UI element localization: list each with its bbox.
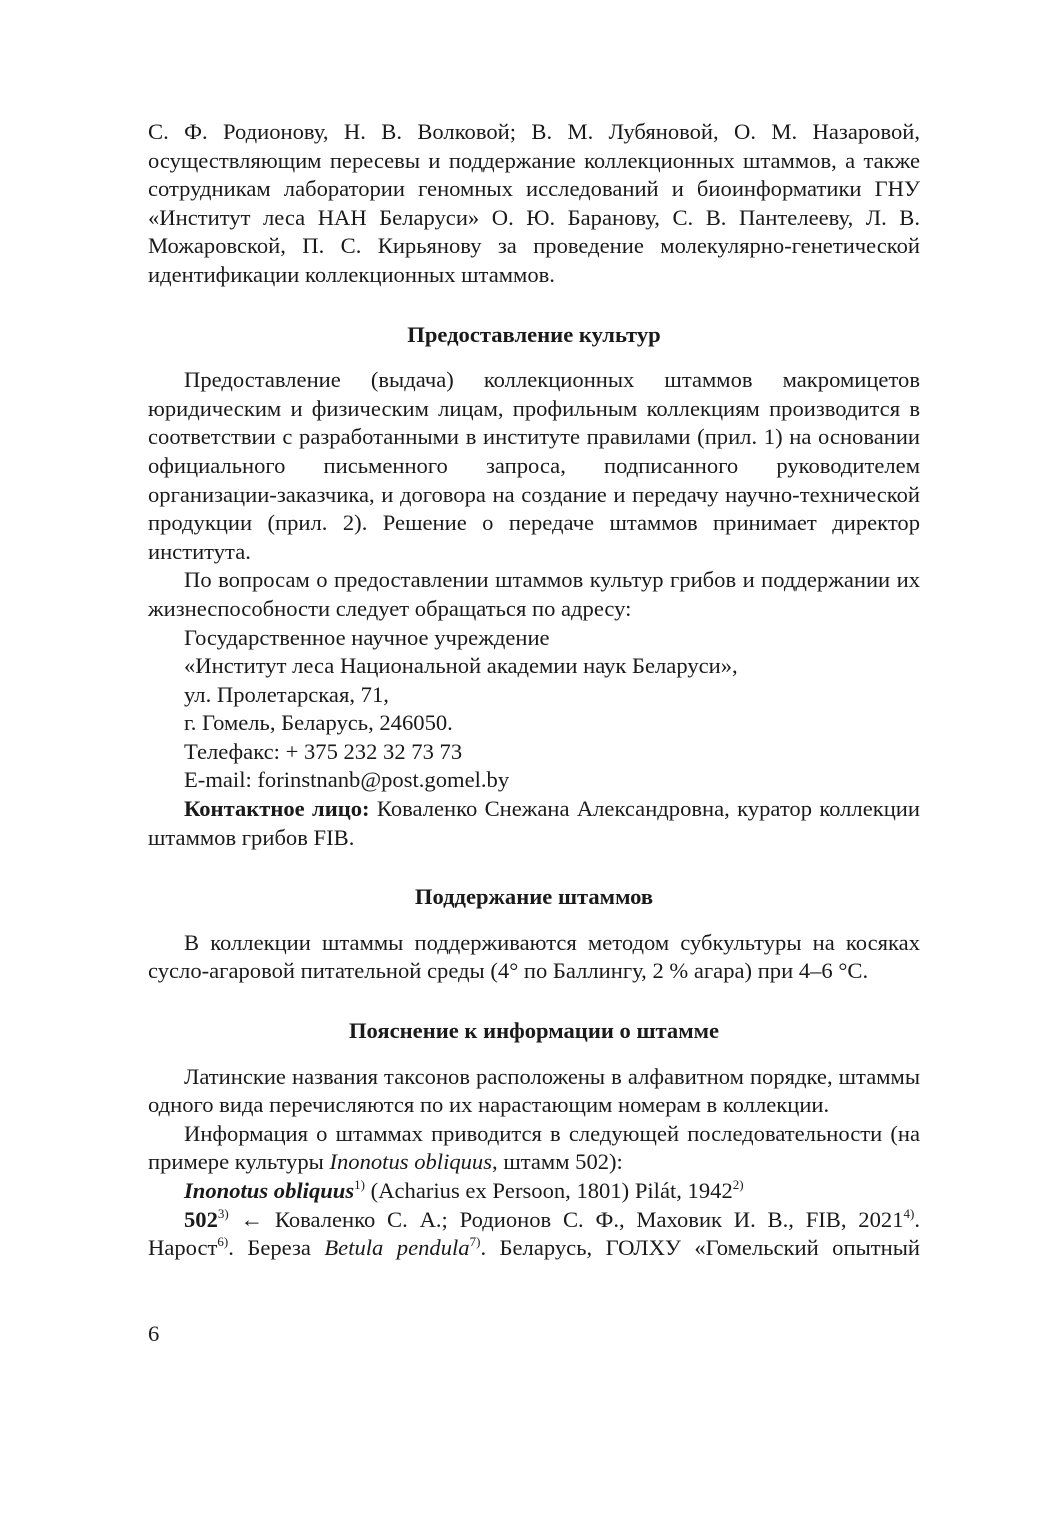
explanation-text-b: , штамм 502): <box>492 1149 623 1175</box>
strain-number: 502 <box>184 1206 218 1232</box>
footnote-mark-7: 7) <box>469 1234 481 1250</box>
example-species: Inonotus obliquus <box>184 1178 355 1203</box>
contact-label: Контактное лицо: <box>184 796 370 822</box>
page-number: 6 <box>148 1321 160 1346</box>
heading-explanation: Пояснение к информации о штамме <box>348 1018 720 1044</box>
footnote-mark-3: 3) <box>217 1205 229 1221</box>
explanation-text-a: Информация о штаммах приводится в следующей последовательности (на примере культуры <box>148 1120 920 1175</box>
address-line-3: ул. Пролетарская, 71, <box>184 681 389 707</box>
species-name: Inonotus obliquus <box>329 1149 493 1175</box>
explanation-paragraph-2 <box>148 1120 920 1177</box>
provision-paragraph-1: Предоставление (выдача) коллекционных штаммов макромицетов юридическим и физическим лицам, профильным коллекциям производится в соответствии с разработанными в институте правилами (прил. 1) на основании официального письменного запроса, подписанного руководителем организации-заказчика, и договора на создание и передачу научно-технической продукции (прил. 2). Решение о передаче штаммов принимает директор института. <box>148 367 920 564</box>
email-line: E-mail: forinstnanb@post.gomel.by <box>184 767 510 793</box>
example-location: . Беларусь, ГОЛХУ «Гомельский опытный <box>480 1235 920 1261</box>
example-author: (Acharius ex Persoon, 1801) Pilát, 1942 <box>365 1178 733 1203</box>
example-substrate: . Нарост <box>148 1206 920 1261</box>
example-host-label: . Береза <box>228 1235 325 1261</box>
explanation-paragraph-1: Латинские названия таксонов расположены в алфавитном порядке, штаммы одного вида перечисляются по их нарастающим номерам в коллекции. <box>148 1063 920 1118</box>
telefax-line: Телефакс: + 375 232 32 73 73 <box>184 738 463 764</box>
footnote-mark-2: 2) <box>732 1177 744 1192</box>
contact-paragraph <box>148 795 920 852</box>
address-line-1: Государственное научное учреждение <box>184 624 550 650</box>
maintenance-paragraph: В коллекции штаммы поддерживаются методом субкультуры на косяках сусло-агаровой питательной среды (4° по Баллингу, 2 % агара) при 4–6 °С. <box>148 929 920 984</box>
intro-paragraph: С. Ф. Родионову, Н. В. Волковой; В. М. Лубяновой, О. М. Назаровой, осуществляющим пересевы и поддержание коллекционных штаммов, а также сотрудникам лаборатории геномных исследований и биоинформатики ГНУ «Институт леса НАН Беларуси» О. Ю. Баранову, С. В. Пантелееву, Л. В. Можаровской, П. С. Кирьянову за проведение молекулярно-генетической идентификации коллекционных штаммов. <box>148 119 920 287</box>
host-plant-name: Betula pendula <box>324 1235 470 1261</box>
heading-provision: Предоставление культур <box>407 321 661 347</box>
example-line-2 <box>148 1206 920 1263</box>
page-body <box>148 118 920 1263</box>
footnote-mark-4: 4) <box>903 1205 915 1221</box>
example-origin: ← Коваленко С. А.; Родионов С. Ф., Маховик И. В., FIB, 2021 <box>228 1206 904 1232</box>
heading-maintenance: Поддержание штаммов <box>414 884 654 910</box>
address-line-4: г. Гомель, Беларусь, 246050. <box>184 710 453 736</box>
address-line-2: «Институт леса Национальной академии наук Беларуси», <box>184 653 738 679</box>
example-line-1 <box>148 1177 920 1206</box>
footnote-mark-1: 1) <box>354 1177 366 1192</box>
provision-paragraph-2: По вопросам о предоставлении штаммов культур грибов и поддержании их жизнеспособности следует обращаться по адресу: <box>148 567 920 621</box>
contact-text: Коваленко Снежана Александровна, куратор коллекции штаммов грибов FIB. <box>148 796 920 850</box>
footnote-mark-6: 6) <box>217 1234 229 1250</box>
